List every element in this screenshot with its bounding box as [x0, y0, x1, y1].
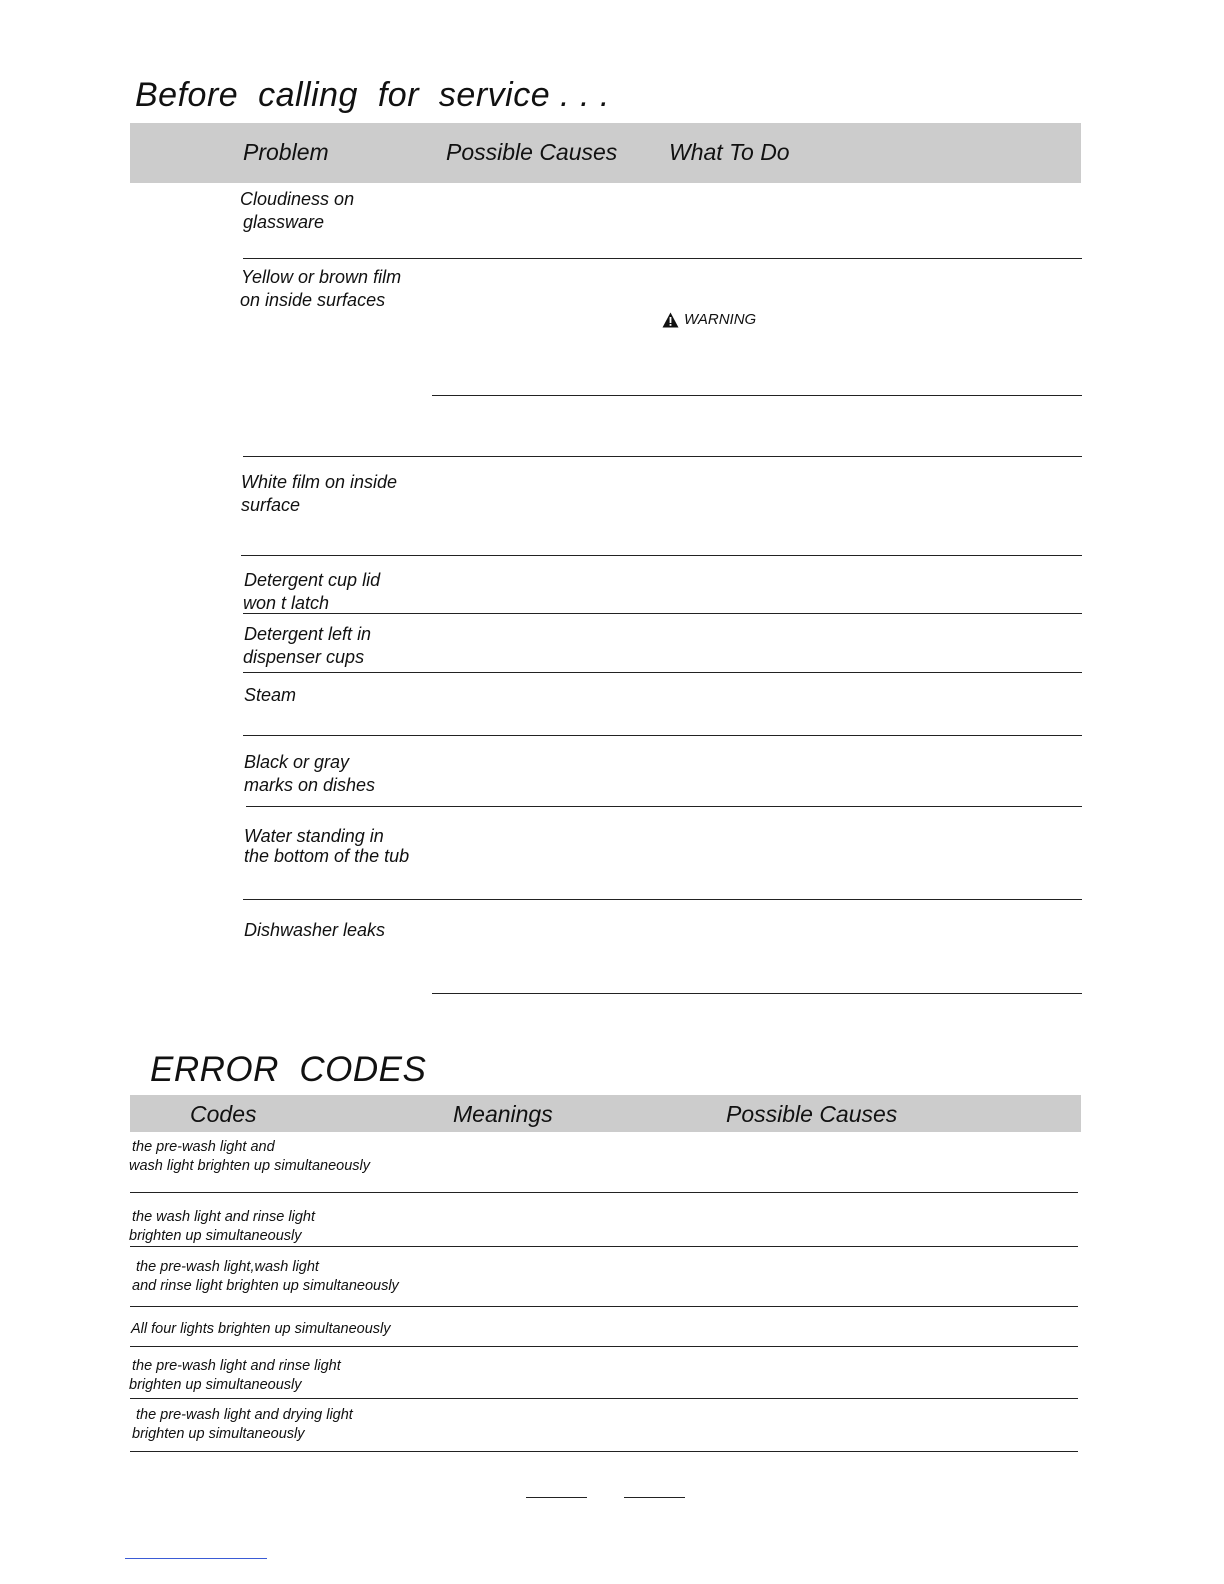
problem-item: Water standing in the bottom of the tub	[244, 826, 410, 866]
row-divider	[130, 1246, 1078, 1247]
row-divider	[243, 899, 1082, 900]
error-code-item: the pre-wash light and drying light brighten up simultaneously	[132, 1407, 353, 1442]
error-code-item: All four lights brighten up simultaneously	[131, 1321, 391, 1337]
error-code-item: the pre-wash light and wash light brighten up simultaneously	[129, 1139, 370, 1174]
row-divider	[130, 1306, 1078, 1307]
row-divider	[130, 1192, 1078, 1193]
row-divider	[243, 456, 1082, 457]
row-divider	[432, 395, 1082, 396]
column-header-codes: Codes	[190, 1101, 257, 1127]
warning-notice	[662, 311, 756, 328]
footer-rule-right	[624, 1497, 685, 1498]
row-divider	[130, 1451, 1078, 1452]
row-divider	[130, 1346, 1078, 1347]
warning-label: WARNING	[684, 311, 757, 328]
page-title: Before calling for service . . .	[135, 76, 610, 114]
column-header-problem: Problem	[243, 139, 329, 165]
problem-item: Black or gray marks on dishes	[244, 752, 376, 795]
problem-item: Steam	[244, 685, 297, 705]
row-divider	[432, 993, 1082, 994]
row-divider	[241, 555, 1082, 556]
footer-link-rule	[125, 1558, 267, 1559]
row-divider	[243, 672, 1082, 673]
column-header-what-to-do: What To Do	[669, 139, 790, 165]
row-divider	[246, 806, 1082, 807]
error-code-item: the pre-wash light and rinse light brighten up simultaneously	[129, 1358, 341, 1393]
error-code-item: the wash light and rinse light brighten up simultaneously	[129, 1209, 315, 1244]
error-codes-title: ERROR CODES	[150, 1050, 427, 1089]
column-header-possible-causes: Possible Causes	[446, 139, 618, 165]
problem-item: Detergent cup lid won t latch	[243, 570, 381, 613]
error-code-item: the pre-wash light,wash light and rinse light brighten up simultaneously	[132, 1259, 399, 1294]
problem-item: Detergent left in dispenser cups	[243, 624, 372, 667]
column-header-meanings: Meanings	[453, 1101, 553, 1127]
error-header-band	[130, 1095, 1081, 1132]
row-divider	[130, 1398, 1078, 1399]
row-divider	[243, 258, 1082, 259]
column-header-error-possible-causes: Possible Causes	[726, 1101, 898, 1127]
footer-rule-left	[526, 1497, 587, 1498]
warning-triangle-icon	[662, 312, 679, 328]
problem-item: Cloudiness on glassware	[240, 189, 355, 232]
row-divider	[243, 735, 1082, 736]
row-divider	[243, 613, 1082, 614]
problem-item: Dishwasher leaks	[244, 920, 386, 940]
problem-item: White film on inside surface	[241, 472, 398, 515]
problem-item: Yellow or brown film on inside surfaces	[240, 267, 402, 310]
